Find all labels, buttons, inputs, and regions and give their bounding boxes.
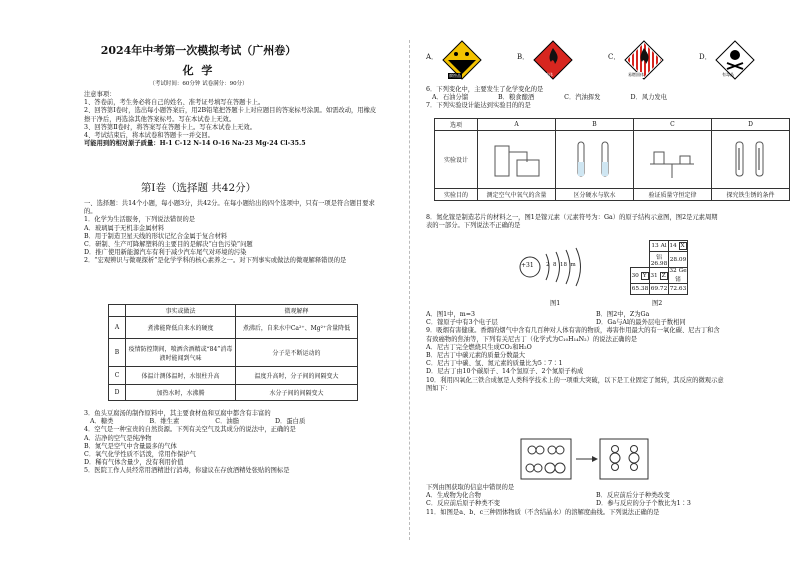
q7-table bbox=[434, 118, 790, 201]
iron-nail-tubes-icon bbox=[720, 134, 780, 184]
q10-follow: 下列由图获取的信息中错误的是 bbox=[426, 484, 515, 491]
q7-apparatus-c bbox=[633, 131, 711, 189]
notes-block bbox=[84, 91, 376, 148]
q4-option: C．氧气化学性质不活泼，常用作保护气 bbox=[84, 451, 196, 459]
q8-9-block bbox=[426, 311, 724, 393]
toxic-sign-icon bbox=[715, 40, 755, 84]
q3-option: C．油脂 bbox=[215, 418, 239, 426]
q2-header bbox=[109, 305, 126, 317]
q7-purpose: 区分硬水与软水 bbox=[556, 189, 634, 201]
q8-option: A．图1中，m=3 bbox=[426, 311, 475, 318]
q6-stem: 6．下列变化中，主要发生了化学变化的是 bbox=[426, 86, 544, 93]
q2-cell: 分子是不断运动的 bbox=[236, 339, 358, 367]
q2-cell: 疫情防控期间，喷洒含酒精或“84”消毒液时能闻到气味 bbox=[126, 339, 236, 367]
q2-cell: 煮沸后，自来水中Ca²⁺、Mg²⁺含量降低 bbox=[236, 317, 358, 339]
q7-header: D bbox=[711, 119, 789, 131]
q10-11-block bbox=[426, 484, 691, 517]
q9-option: B．尼古丁中碳元素的质量分数最大 bbox=[426, 352, 526, 360]
sign-caption: 易燃液体 bbox=[537, 72, 553, 77]
q2-cell: B bbox=[109, 339, 126, 367]
note-line: 4、考试结束后，将本试卷和答题卡一并交回。 bbox=[84, 132, 214, 140]
q5-stem: 5．医院工作人员经常用酒精进行消毒，你建议在存放酒精处张贴的图标是 bbox=[84, 467, 290, 475]
q10-options-row2 bbox=[426, 500, 691, 508]
periodic-table-fragment bbox=[630, 240, 688, 295]
atom-nucleus-charge: +31 bbox=[521, 262, 534, 269]
pt-cell: 65.38 bbox=[631, 284, 650, 295]
q10-option: B．反应前后分子种类改变 bbox=[596, 492, 670, 500]
q3-option: B．维生素 bbox=[149, 418, 180, 426]
part1-body bbox=[84, 200, 375, 266]
q6-option: C．汽油挥发 bbox=[564, 94, 601, 102]
q10-stem2: 图如下： bbox=[426, 384, 452, 392]
pt-cell: 13 Al bbox=[650, 241, 669, 252]
q1-stem: 1．化学为生活服务，下列说法错误的是 bbox=[84, 216, 196, 224]
q8-option: D．Ga与Al的最外层电子数相同 bbox=[596, 319, 686, 327]
q2-header: 微观解释 bbox=[236, 305, 358, 317]
q2-cell: 煮沸能降低自来水的硬度 bbox=[126, 317, 236, 339]
pt-cell: 铝 26.98 bbox=[650, 252, 669, 268]
q2-cell: 温度升高时，分子间的间隔变大 bbox=[236, 367, 358, 385]
exam-title: 2024年中考第一次模拟考试（广州卷） bbox=[100, 44, 297, 57]
reaction-micro-diagram bbox=[520, 438, 650, 484]
q10-option: A．生成物为化合物 bbox=[426, 492, 481, 500]
notes-heading: 注意事项： bbox=[84, 91, 116, 98]
q4-option: D．稀有气体含量少，没有利用价值 bbox=[84, 459, 184, 467]
exam-info: （考试时间：60分钟 试卷满分：90分） bbox=[149, 81, 248, 87]
q7-apparatus-b bbox=[556, 131, 634, 189]
flask-apparatus-icon bbox=[487, 134, 547, 184]
q6-block bbox=[426, 86, 667, 111]
q7-purpose: 探究铁生锈的条件 bbox=[711, 189, 789, 201]
q8-option: B．图2中，Z为Ga bbox=[596, 311, 650, 318]
q2-cell: 体温计测体温时，水银柱升高 bbox=[126, 367, 236, 385]
q7-header: 选项 bbox=[435, 119, 478, 131]
q2-cell: A bbox=[109, 317, 126, 339]
pt-cell: 28.09 bbox=[669, 252, 688, 268]
gallium-atom-diagram bbox=[516, 242, 586, 296]
q7-stem: 7．下列实验设计能达到实验目的的是 bbox=[426, 102, 531, 110]
pt-cell: 14 X bbox=[669, 241, 688, 252]
atomic-masses: 可能用到的相对原子质量：H-1 C-12 N-14 O-16 Na-23 Mg-24 Cl-35.5 bbox=[84, 140, 306, 148]
q3-stem: 3．鱼头豆腐汤的制作原料中，其主要食材鱼和豆腐中都含有丰富的 bbox=[84, 410, 271, 417]
pt-cell: 30 Y bbox=[631, 268, 650, 284]
pt-cell: 72.63 bbox=[669, 284, 688, 295]
q6-option: A．石油分馏 bbox=[432, 94, 469, 102]
q10-stem: 10．利用四氧化三铁合成氨是人类科学技术上的一项重大突破，以下是工业固定了氮转，其反应的微观示意 bbox=[426, 376, 724, 384]
q8-stem: 8．氮化镓是制造芯片的材料之一，图1是镓元素（元素符号为：Ga）的原子结构示意图，图2是元素周期 bbox=[426, 214, 718, 221]
part1-body-2 bbox=[84, 410, 305, 476]
balance-icon bbox=[642, 134, 702, 184]
q8-options-row1 bbox=[426, 311, 724, 319]
note-line: 2、回答第Ⅰ卷时，选出每小题答案后，用2B铅笔把答题卡上对应题目的答案标号涂黑。如需改动，用橡皮 bbox=[84, 107, 377, 115]
sign-caption: 易燃固体 bbox=[628, 72, 644, 77]
q2-header: 事实或做法 bbox=[126, 305, 236, 317]
pt-cell: 32 Ge 锗 bbox=[669, 268, 687, 283]
q2-stem: 2．“宏观辨识与微观探析”是化学学科的核心素养之一。对下列事实或做法的微观解释错误的是 bbox=[84, 257, 347, 265]
q3-option: A．糖类 bbox=[90, 418, 114, 426]
atom-shells: 2 8 18 m bbox=[546, 262, 576, 268]
q2-cell: 加热水时，水沸腾 bbox=[126, 385, 236, 401]
q7-apparatus-a bbox=[478, 131, 556, 189]
note-line: 擦干净后，再选涂其他答案标号。写在本试卷上无效。 bbox=[84, 115, 236, 123]
q11-stem: 11．如图是a、b、c三种固体物质（不含结晶水）的溶解度曲线。下列说法正确的是 bbox=[426, 508, 660, 516]
part1-intro: 一、选择题：共14个小题，每小题3分，共42分。在每小题给出的四个选项中，只有一项是符合题目要求 bbox=[84, 200, 375, 207]
fig2-caption: 图2 bbox=[652, 300, 663, 307]
q7-apparatus-d bbox=[711, 131, 789, 189]
q4-option: A．洁净的空气是纯净物 bbox=[84, 434, 152, 442]
q4-stem: 4．空气是一种宝贵的自然资源。下列有关空气及其成分的说法中，正确的是 bbox=[84, 426, 296, 434]
q9-stem: 9．吸烟有害健康。香烟的烟气中含有几百种对人体有害的物质，毒害作用最大的有一氧化碳、尼古丁和含 bbox=[426, 327, 720, 335]
q1-option: A．玻璃属于无机非金属材料 bbox=[84, 224, 165, 232]
note-line: 1、答卷前，考生务必将自己的姓名、准考证号填写在答题卡上。 bbox=[84, 99, 265, 107]
q2-table bbox=[108, 304, 358, 401]
q8-stem-block bbox=[426, 214, 718, 230]
q7-purpose: 测定空气中氧气的含量 bbox=[478, 189, 556, 201]
sign-caption: 腐蚀品 bbox=[449, 73, 461, 78]
sign-label: C． bbox=[608, 53, 621, 61]
q7-header: A bbox=[478, 119, 556, 131]
q10-option: C．反应前后原子种类不变 bbox=[426, 500, 501, 508]
fig1-caption: 图1 bbox=[550, 300, 561, 307]
q8-option: C．镓原子中有3个电子层 bbox=[426, 319, 498, 327]
sign-label: D． bbox=[699, 53, 712, 61]
pt-cell: 31 Z bbox=[650, 268, 669, 284]
sign-label: A． bbox=[426, 53, 439, 61]
q9-stem2: 有致癌物的焦油等，下列有关尼古丁（化学式为C₁₀H₁₄N₂）的说法正确的是 bbox=[426, 335, 638, 343]
q9-option: A．尼古丁完全燃烧只生成CO₂和H₂O bbox=[426, 343, 532, 351]
column-divider bbox=[409, 40, 410, 540]
q4-option: B．氮气是空气中含量最多的气体 bbox=[84, 442, 177, 450]
part1-intro2: 的。 bbox=[84, 208, 97, 216]
note-line: 3、回答第Ⅱ卷时，将答案写在答题卡上。写在本试卷上无效。 bbox=[84, 123, 257, 131]
q2-cell: 水分子间的间隔变大 bbox=[236, 385, 358, 401]
q10-option: D．参与反应的分子个数比为1∶3 bbox=[596, 500, 691, 508]
q3-option: D．蛋白质 bbox=[275, 418, 306, 426]
pt-cell: 69.72 bbox=[650, 284, 669, 295]
q2-cell: D bbox=[109, 385, 126, 401]
part1-title: 第Ⅰ卷（选择题 共42分） bbox=[140, 182, 257, 194]
q7-header: C bbox=[633, 119, 711, 131]
q6-option: D．风力发电 bbox=[630, 94, 668, 102]
q6-option: B．粮食酿酒 bbox=[498, 94, 535, 102]
subject-title: 化 学 bbox=[182, 64, 215, 77]
q9-option: C．尼古丁中碳、氢、氮元素的质量比为5∶7∶1 bbox=[426, 360, 563, 368]
q7-row-label: 实验设计 bbox=[435, 131, 478, 189]
sign-caption: 有毒品 bbox=[722, 72, 734, 77]
q1-option: D．推广使用新能源汽车有利于减少汽车尾气对环境的污染 bbox=[84, 249, 247, 257]
q7-header: B bbox=[556, 119, 634, 131]
q9-option: D．尼古丁由10个碳原子、14个氢原子、2个氮原子构成 bbox=[426, 368, 584, 376]
test-tubes-icon bbox=[564, 134, 624, 184]
q1-option: C．研制、生产可降解塑料的主要目的是解决“白色污染”问题 bbox=[84, 241, 253, 249]
q2-cell: C bbox=[109, 367, 126, 385]
q8-stem2: 表的一部分。下列说法不正确的是 bbox=[426, 222, 521, 230]
sign-label: B． bbox=[517, 53, 530, 61]
q7-purpose-label: 实验目的 bbox=[435, 189, 478, 201]
q7-purpose: 验证质量守恒定律 bbox=[633, 189, 711, 201]
q1-option: B．用于制造卫星天线的形状记忆合金属于复合材料 bbox=[84, 232, 228, 240]
